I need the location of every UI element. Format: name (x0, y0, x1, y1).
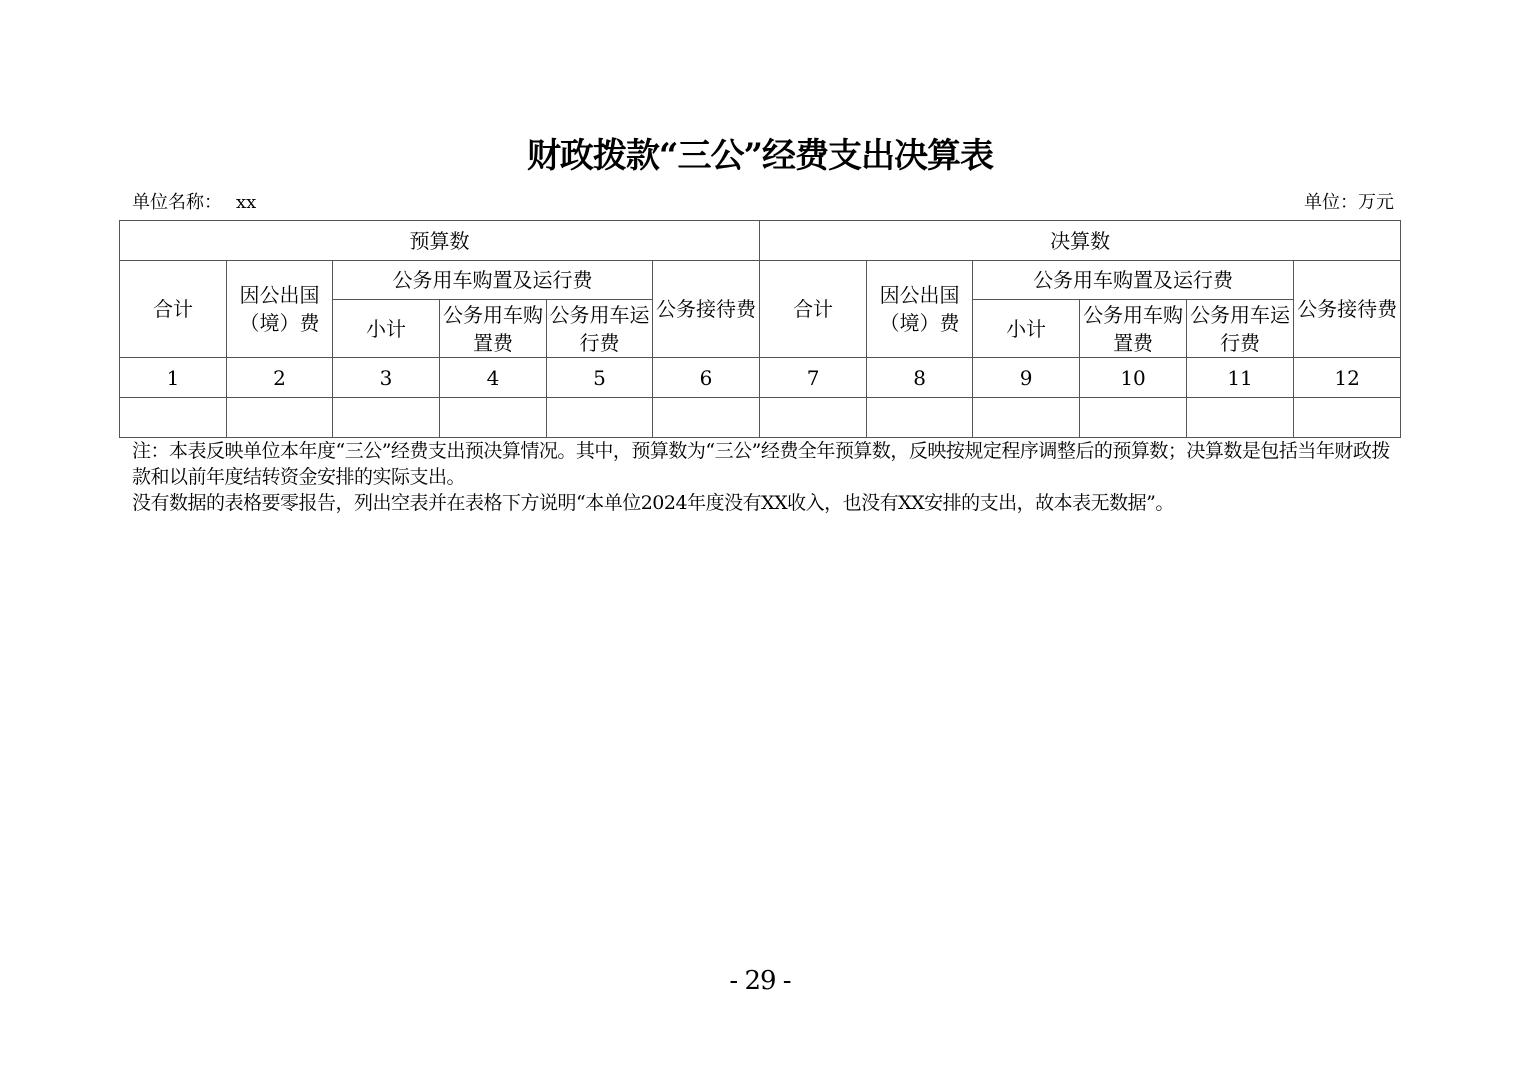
column-number: 1 (120, 358, 227, 398)
header-row-group (120, 221, 1401, 261)
budget-reception-header: 公务接待费 (653, 261, 760, 358)
final-abroad-header: 因公出国（境）费 (867, 261, 973, 358)
page-title: 财政拨款“三公”经费支出决算表 (526, 136, 994, 176)
data-cell (653, 398, 760, 438)
column-number-row (120, 358, 1401, 398)
column-number: 4 (440, 358, 547, 398)
data-cell (120, 398, 227, 438)
final-vehicle-purchase-header: 公务用车购置费 (1080, 300, 1187, 358)
final-reception-header: 公务接待费 (1294, 261, 1401, 358)
budget-total-header: 合计 (120, 261, 227, 358)
note-paragraph: 注：本表反映单位本年度“三公”经费支出预决算情况。其中，预算数为“三公”经费全年预算数，反映按规定程序调整后的预算数；决算数是包括当年财政拨款和以前年度结转资金安排的实际支出。 (132, 440, 1390, 488)
data-cell (1294, 398, 1401, 438)
final-vehicle-group-header: 公务用车购置及运行费 (973, 261, 1294, 300)
final-subtotal-header: 小计 (973, 300, 1080, 358)
unit-label: 单位：万元 (1304, 192, 1394, 213)
data-cell (1187, 398, 1294, 438)
data-cell (227, 398, 333, 438)
budget-abroad-header: 因公出国（境）费 (227, 261, 333, 358)
data-cell (973, 398, 1080, 438)
page-number: - 29 - (729, 966, 791, 996)
data-row (120, 398, 1401, 438)
column-number: 12 (1294, 358, 1401, 398)
data-cell (867, 398, 973, 438)
data-cell (333, 398, 440, 438)
column-number: 10 (1080, 358, 1187, 398)
column-number: 5 (547, 358, 653, 398)
header-row-categories (120, 261, 1401, 300)
column-number: 3 (333, 358, 440, 398)
budget-vehicle-operation-header: 公务用车运行费 (547, 300, 653, 358)
budget-header: 预算数 (120, 221, 760, 261)
column-number: 8 (867, 358, 973, 398)
data-cell (760, 398, 867, 438)
column-number: 9 (973, 358, 1080, 398)
column-number: 6 (653, 358, 760, 398)
budget-vehicle-group-header: 公务用车购置及运行费 (333, 261, 653, 300)
data-cell (1080, 398, 1187, 438)
budget-subtotal-header: 小计 (333, 300, 440, 358)
final-header: 决算数 (760, 221, 1401, 261)
data-cell (440, 398, 547, 438)
expense-table (119, 220, 1401, 438)
note-paragraph: 没有数据的表格要零报告，列出空表并在表格下方说明“本单位2024年度没有XX收入，也没有XX安排的支出，故本表无数据”。 (132, 492, 1174, 514)
table-notes (132, 438, 1394, 516)
unit-name (132, 188, 256, 214)
unit-name-label: 单位名称： (132, 192, 222, 213)
budget-vehicle-purchase-header: 公务用车购置费 (440, 300, 547, 358)
final-total-header: 合计 (760, 261, 867, 358)
unit-name-value: xx (236, 192, 257, 213)
column-number: 11 (1187, 358, 1294, 398)
data-cell (547, 398, 653, 438)
table-meta (132, 188, 1394, 212)
final-vehicle-operation-header: 公务用车运行费 (1187, 300, 1294, 358)
column-number: 2 (227, 358, 333, 398)
column-number: 7 (760, 358, 867, 398)
